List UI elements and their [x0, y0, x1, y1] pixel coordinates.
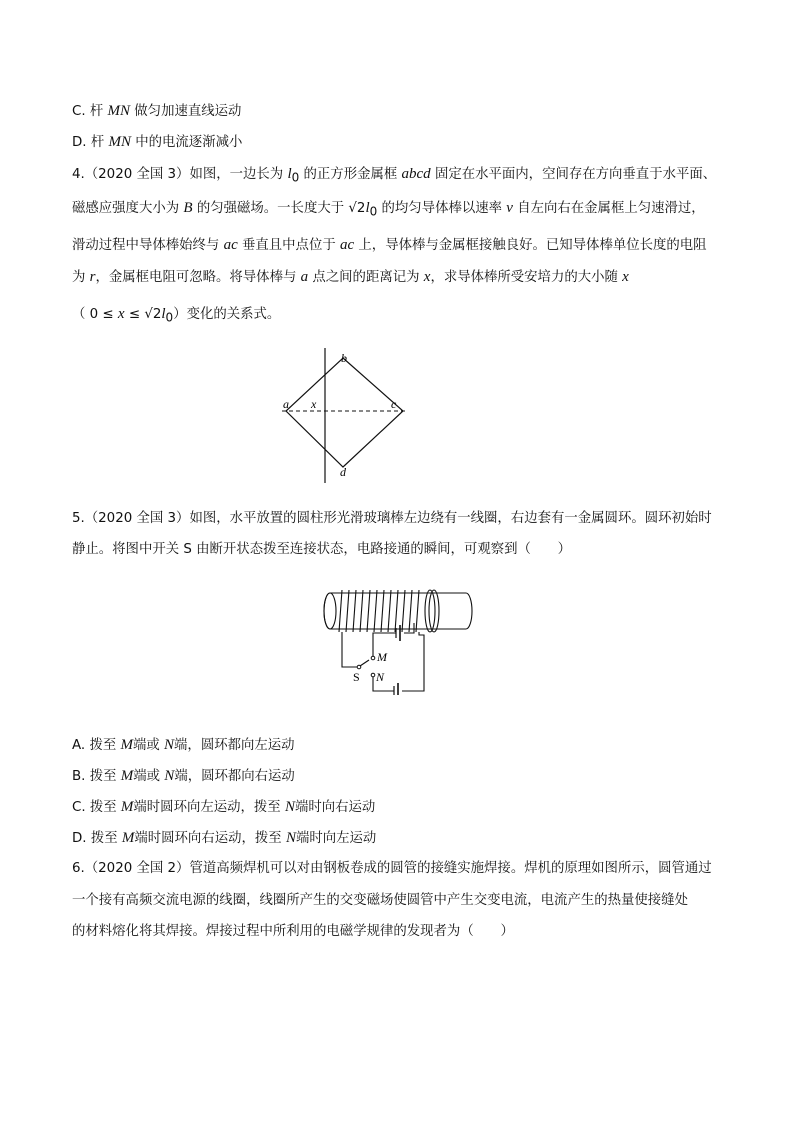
square-frame [286, 358, 403, 467]
q5-line-2: 静止。将图中开关 S 由断开状态拨至连接状态，电路接通的瞬间，可观察到（ ） [72, 542, 572, 557]
rod-left-end [324, 593, 336, 629]
q6-line-3: 的材料熔化将其焊接。焊接过程中所利用的电磁学规律的发现者为（ ） [72, 924, 514, 939]
q3-option-d: D. 杆 MN 中的电流逐渐减小 [72, 134, 243, 150]
q5-coil-circuit-figure [318, 585, 478, 695]
q5-line-1: 5.（2020 全国 3）如图，水平放置的圆柱形光滑玻璃棒左边绕有一线圈，右边套有一金属圆环。圆环初始时 [72, 511, 712, 526]
metal-ring [425, 590, 439, 632]
label-b: b [341, 351, 347, 365]
switch-blade [360, 660, 369, 666]
q4-line-5: （ $0 \le x \le √2l_0$）变化的关系式。 [72, 306, 281, 325]
q5-option-a: A. 拨至 M端或 N端，圆环都向左运动 [72, 737, 295, 753]
terminal-m [371, 656, 375, 660]
q6-line-2: 一个接有高频交流电源的线圈，线圈所产生的交变磁场使圆管中产生交变电流，电流产生的热量使接缝处 [72, 893, 688, 908]
terminal-n [371, 673, 375, 677]
label-m: M [377, 650, 387, 664]
label-d: d [340, 465, 346, 479]
q5-option-d: D. 拨至 M端时圆环向右运动，拨至 N端时向左运动 [72, 830, 377, 846]
battery-upper [396, 625, 400, 641]
q5-option-c: C. 拨至 M端时圆环向左运动，拨至 N端时向右运动 [72, 799, 376, 815]
q5-option-b: B. 拨至 M端或 N端，圆环都向右运动 [72, 768, 295, 784]
q4-line-2: 磁感应强度大小为 B 的匀强磁场。一长度大于 $√2l_0$ 的均匀导体棒以速率 v 自左向右在金属框上匀速滑过， [72, 200, 705, 219]
label-a: a [283, 397, 289, 411]
q3-option-c: C. 杆 MN 做匀加速直线运动 [72, 103, 242, 119]
q4-line-3: 滑动过程中导体棒始终与 ac 垂直且中点位于 ac 上，导体棒与金属框接触良好。已知导体棒单位长度的电阻 [72, 237, 707, 253]
q4-line-1: 4.（2020 全国 3）如图，一边长为 $l_0$ 的正方形金属框 abcd 固定在水平面内，空间存在方向垂直于水平面、 [72, 166, 717, 185]
label-x: x [311, 397, 317, 411]
battery-lower [394, 683, 398, 695]
q4-square-frame-figure [280, 345, 410, 485]
q6-line-1: 6.（2020 全国 2）管道高频焊机可以对由钢板卷成的圆管的接缝实施焊接。焊机的原理如图所示，圆管通过 [72, 861, 712, 876]
coil [339, 590, 419, 632]
q4-line-4: 为 r，金属框电阻可忽略。将导体棒与 a 点之间的距离记为 x，求导体棒所受安培力的大小随 x [72, 269, 629, 285]
label-s: S [353, 670, 360, 684]
label-c: c [391, 397, 397, 411]
label-n: N [376, 670, 385, 684]
